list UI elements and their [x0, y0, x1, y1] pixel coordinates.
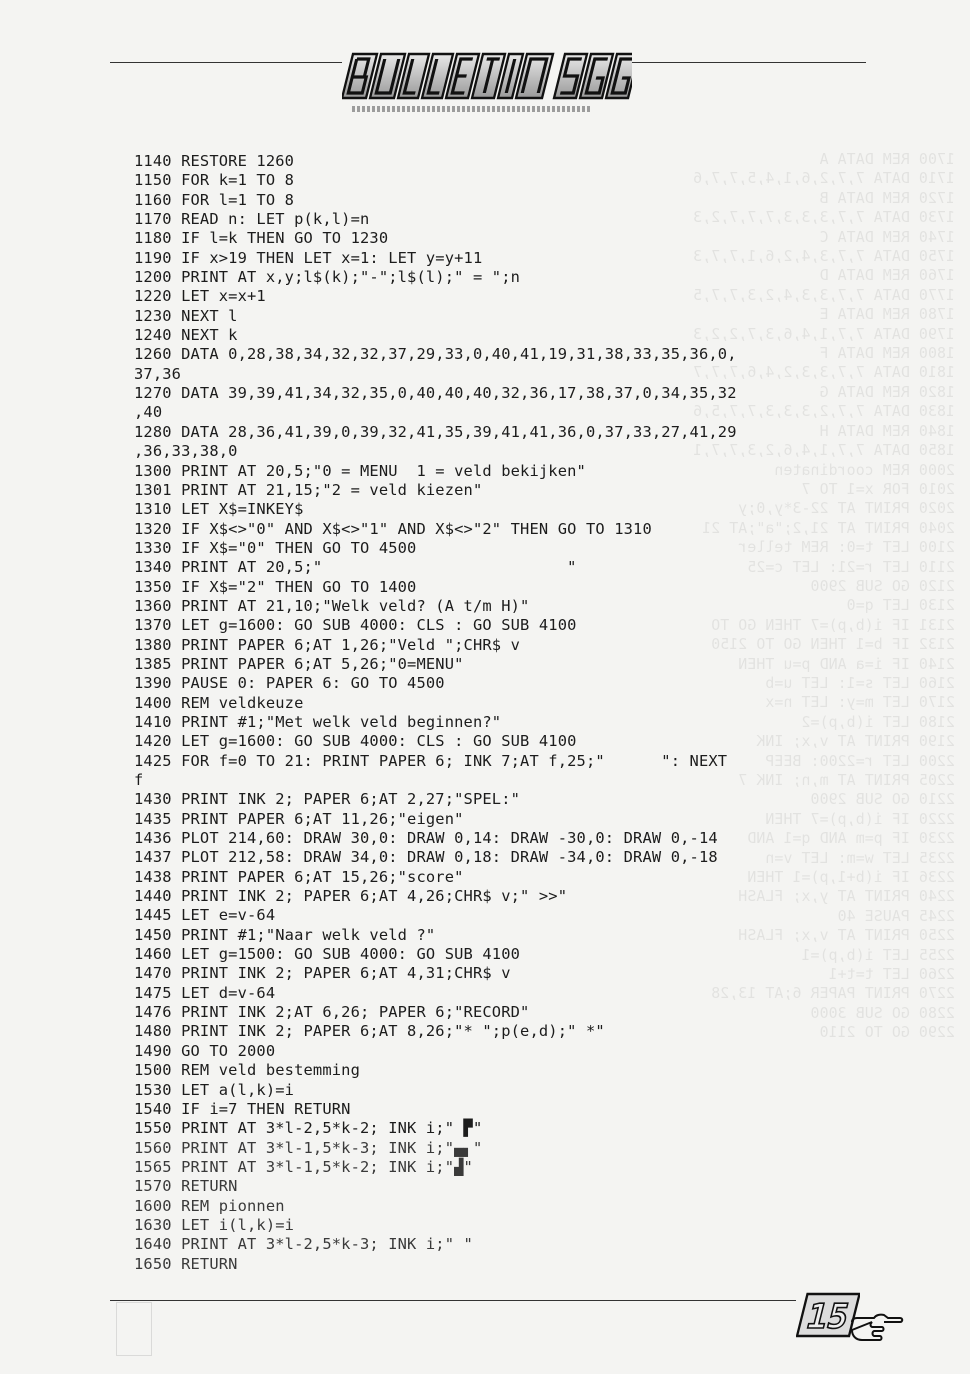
basic-program-listing [134, 152, 894, 1274]
code-line: 1425 FOR f=0 TO 21: PRINT PAPER 6; INK 7;AT f,25;" ": NEXT [134, 751, 728, 770]
code-line: ,40 [134, 403, 163, 422]
code-line: 1240 NEXT k [134, 326, 238, 345]
code-line: 1360 PRINT AT 21,10;"Welk veld? (A t/m H)" [134, 596, 530, 615]
code-line: 1301 PRINT AT 21,15;"2 = veld kiezen" [134, 480, 483, 499]
code-line: 1570 RETURN [134, 1177, 238, 1196]
code-line: 1450 PRINT #1;"Naar welk veld ?" [134, 925, 436, 944]
code-line: 1630 LET i(l,k)=i [134, 1215, 295, 1234]
code-line: 1190 IF x>19 THEN LET x=1: LET y=y+11 [134, 248, 483, 267]
code-line: 1438 PRINT PAPER 6;AT 15,26;"score" [134, 867, 464, 886]
code-line: 1540 IF i=7 THEN RETURN [134, 1099, 351, 1118]
code-line: 1640 PRINT AT 3*l-2,5*k-3; INK i;" " [134, 1235, 473, 1254]
show-through: 1700 REM DATA A 1710 DATA 7,7,2,6,1,4,5,7,7,6 1720 REM DATA B 1730 DATA 7,7,3,3,3,7,7,7,2,3 1740 REM DATA C 1750 DATA 7,7,3,4,2,6,1,7,7,3 1760 REM DATA D 1770 DATA 7,7,3,3,4,2,3,7,7,5 1780 REM DATA E 1790 DATA 7,7,1,4,6,3,7,2,2,3 1800 REM DATA F 1810 DATA 7,7,3,3,2,4,6,7,7,7 1820 REM DATA G 1830 DATA 7,7,2,3,3,3,7,7,5,6 1840 REM DATA H 1850 DATA 7,7,1,4,6,2,3,7,7,1 2000 REM coordinaten 2010 FOR x=1 TO 7 2020 PRINT AT 22-3*y,0;y 2040 PRINT AT 21,2;"a";AT 21 2100 LET t=0: REM teller 2110 LET r=21: LET c=25 2120 GO SUB 2900 2130 LET q=0 2131 IF i(b,p)=7 THEN GO TO 2132 IF b=1 THEN GO TO 2150 2140 IF i=a AND p=u THEN 2160 LET s=1: LET u=b 2170 LET m=y: LET n=x 2180 LET i(b,p)=2 2190 PRINT AT v,x; INK 2200 LET r=2200: BEEP 2205 PRINT AT m,n; INK 7 2210 GO SUB 2900 2220 IF i(b,p)=7 THEN 2230 IF p=m AND q=1 AND 2235 LET w=m: LET v=n 2236 IF i(b+1,p)=1 THEN 2240 PRINT AT y,x; FLASH 2245 PAUSE 40 2250 PRINT AT v,x; FLASH 2255 LET i(b,p)=1 2260 LET t=t+1 2270 PRINT PAPER 6;AT 13,28 2280 GO SUB 3000 2290 GO TO 2110 [693, 150, 955, 1042]
code-line: 1437 PLOT 212,58: DRAW 34,0: DRAW 0,18: DRAW -34,0: DRAW 0,-18 [134, 848, 718, 867]
code-line: 1200 PRINT AT x,y;l$(k);"-";l$(l);" = ";n [134, 268, 521, 287]
code-line: 37,36 [134, 364, 182, 383]
code-line: 1445 LET e=v-64 [134, 906, 276, 925]
code-line: 1390 PAUSE 0: PAPER 6: GO TO 4500 [134, 674, 445, 693]
code-line: 1280 DATA 28,36,41,39,0,39,32,41,35,39,41,41,36,0,37,33,27,41,29 [134, 422, 737, 441]
code-line: 1430 PRINT INK 2; PAPER 6;AT 2,27;"SPEL:" [134, 790, 521, 809]
bulletin-sgg-logo [342, 50, 632, 104]
header-rule-left [110, 62, 342, 63]
code-line: 1560 PRINT AT 3*l-1,5*k-3; INK i;"▄▖" [134, 1138, 483, 1157]
code-line: 1600 REM pionnen [134, 1196, 285, 1215]
code-line: 1270 DATA 39,39,41,34,32,35,0,40,40,40,32,36,17,38,37,0,34,35,32 [134, 384, 737, 403]
code-line: 1650 RETURN [134, 1254, 238, 1273]
code-line: 1460 LET g=1500: GO SUB 4000: GO SUB 4100 [134, 945, 521, 964]
code-line: 1330 IF X$="0" THEN GO TO 4500 [134, 538, 417, 557]
footer-rule [110, 1300, 796, 1301]
code-line: 1140 RESTORE 1260 [134, 152, 295, 170]
code-line: 1475 LET d=v-64 [134, 983, 276, 1002]
code-line: 1150 FOR k=1 TO 8 [134, 171, 295, 190]
code-line: 1490 GO TO 2000 [134, 1041, 276, 1060]
code-line: 1340 PRINT AT 20,5;" " [134, 558, 577, 577]
pointing-hand-icon [848, 1312, 904, 1344]
code-line: 1310 LET X$=INKEY$ [134, 500, 304, 519]
printer-stamp [116, 1302, 152, 1356]
code-line: 1440 PRINT INK 2; PAPER 6;AT 4,26;CHR$ v;" >>" [134, 887, 568, 906]
code-line: 1476 PRINT INK 2;AT 6,26; PAPER 6;"RECORD" [134, 1003, 530, 1022]
code-line: 1420 LET g=1600: GO SUB 4000: CLS : GO SUB 4100 [134, 732, 577, 751]
code-line: 1300 PRINT AT 20,5;"0 = MENU 1 = veld bekijken" [134, 461, 586, 480]
code-line: 1410 PRINT #1;"Met welk veld beginnen?" [134, 712, 502, 731]
code-line: 1385 PRINT PAPER 6;AT 5,26;"0=MENU" [134, 654, 464, 673]
code-line: 1220 LET x=x+1 [134, 287, 266, 306]
code-line: 1400 REM veldkeuze [134, 693, 304, 712]
code-line: 1320 IF X$<>"0" AND X$<>"1" AND X$<>"2" THEN GO TO 1310 [134, 519, 652, 538]
code-line: 1550 PRINT AT 3*l-2,5*k-2; INK i;" ▛" [134, 1119, 483, 1138]
logo-tagline [352, 106, 592, 112]
code-line: ,36,33,38,0 [134, 442, 238, 461]
code-line: 1350 IF X$="2" THEN GO TO 1400 [134, 577, 417, 596]
code-line: 1565 PRINT AT 3*l-1,5*k-2; INK i;"▟" [134, 1157, 473, 1176]
code-line: 1260 DATA 0,28,38,34,32,32,37,29,33,0,40,41,19,31,38,33,35,36,0, [134, 345, 737, 364]
code-line: 1435 PRINT PAPER 6;AT 11,26;"eigen" [134, 809, 464, 828]
code-line: f [134, 771, 144, 789]
code-line: 1170 READ n: LET p(k,l)=n [134, 210, 370, 229]
code-line: 1480 PRINT INK 2; PAPER 6;AT 8,26;"* ";p(e,d);" *" [134, 1022, 605, 1041]
header-rule-right [632, 62, 866, 63]
code-line: 1380 PRINT PAPER 6;AT 1,26;"Veld ";CHR$ v [134, 635, 521, 654]
code-line: 1180 IF l=k THEN GO TO 1230 [134, 229, 389, 248]
code-line: 1530 LET a(l,k)=i [134, 1080, 295, 1099]
code-line: 1230 NEXT l [134, 306, 238, 325]
code-line: 1470 PRINT INK 2; PAPER 6;AT 4,31;CHR$ v [134, 964, 511, 983]
code-line: 1370 LET g=1600: GO SUB 4000: CLS : GO SUB 4100 [134, 616, 577, 635]
code-line: 1160 FOR l=1 TO 8 [134, 190, 295, 209]
code-line: 1500 REM veld bestemming [134, 1061, 360, 1080]
code-line: 1436 PLOT 214,60: DRAW 30,0: DRAW 0,14: DRAW -30,0: DRAW 0,-14 [134, 829, 718, 848]
page-number: 15 [802, 1297, 854, 1337]
